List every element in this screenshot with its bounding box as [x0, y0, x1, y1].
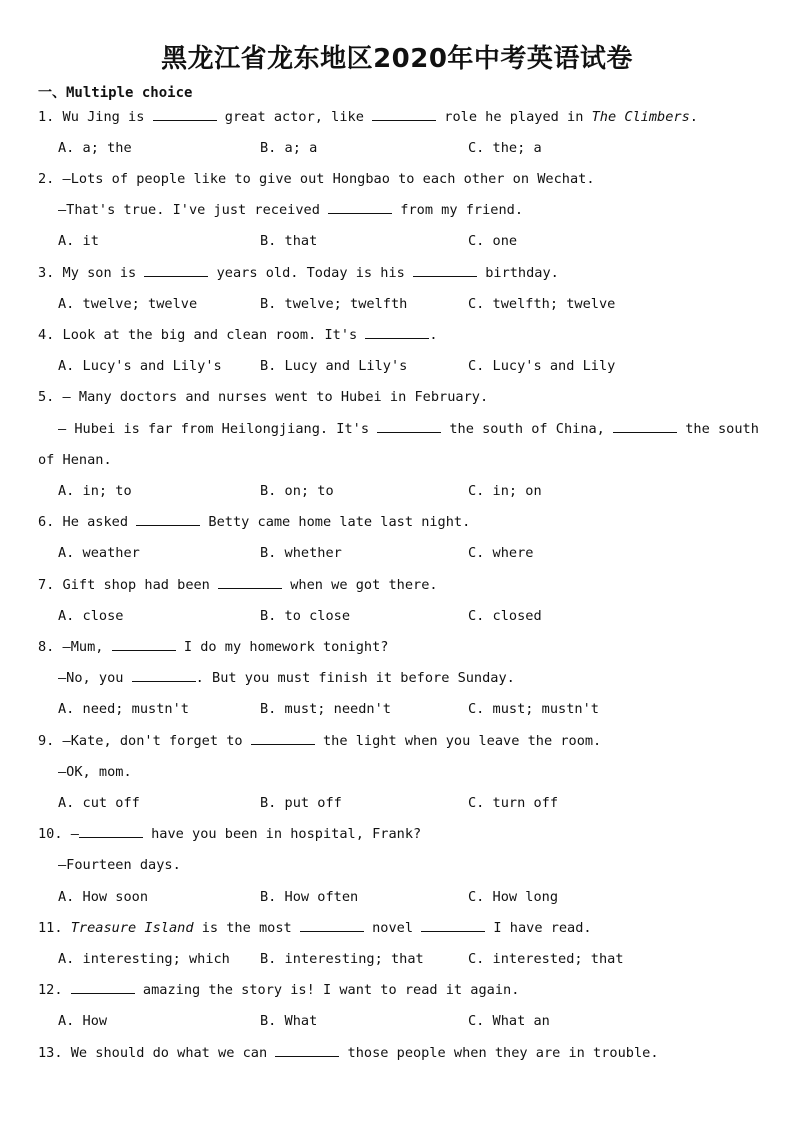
question-13: [38, 1043, 659, 1063]
movie-title: The Climbers: [591, 109, 690, 125]
question-text: is the most: [193, 920, 300, 936]
question-5-reply: [58, 419, 759, 439]
question-text: 7. Gift shop had been: [38, 577, 219, 593]
question-text: from my friend.: [392, 202, 524, 218]
option-b[interactable]: B. What: [260, 1013, 318, 1029]
question-4: [38, 325, 438, 345]
question-text: —That's true. I've just received: [58, 202, 329, 218]
question-9-reply: —OK, mom.: [58, 764, 132, 780]
question-text: those people when they are in trouble.: [339, 1045, 659, 1061]
book-title: Treasure Island: [70, 920, 194, 936]
option-c[interactable]: C. the; a: [468, 140, 542, 156]
question-8-reply: [58, 668, 515, 688]
option-a[interactable]: A. in; to: [58, 483, 132, 499]
answer-blank[interactable]: [328, 200, 392, 214]
option-b[interactable]: B. Lucy and Lily's: [260, 358, 408, 374]
option-b[interactable]: B. must; needn't: [260, 701, 391, 717]
option-b[interactable]: B. put off: [260, 795, 342, 811]
answer-blank[interactable]: [153, 107, 217, 121]
question-text: novel: [363, 920, 422, 936]
question-text: great actor, like: [216, 109, 373, 125]
question-text: I do my homework tonight?: [175, 639, 389, 655]
question-text: birthday.: [477, 265, 559, 281]
question-10-reply: —Fourteen days.: [58, 857, 181, 873]
option-b[interactable]: B. that: [260, 233, 318, 249]
question-12: [38, 980, 519, 1000]
question-9: [38, 731, 601, 751]
question-8: [38, 637, 388, 657]
question-text: role he played in: [436, 109, 592, 125]
option-b[interactable]: B. to close: [260, 608, 351, 624]
option-b[interactable]: B. on; to: [260, 483, 334, 499]
answer-blank[interactable]: [372, 107, 436, 121]
option-b[interactable]: B. twelve; twelfth: [260, 296, 408, 312]
question-5: 5. — Many doctors and nurses went to Hubei in February.: [38, 389, 489, 405]
option-a[interactable]: A. a; the: [58, 140, 132, 156]
question-text: .: [429, 327, 438, 343]
option-c[interactable]: C. one: [468, 233, 518, 249]
question-text: .: [689, 109, 698, 125]
answer-blank[interactable]: [218, 575, 282, 589]
answer-blank[interactable]: [613, 419, 677, 433]
option-a[interactable]: A. close: [58, 608, 124, 624]
answer-blank[interactable]: [275, 1043, 339, 1057]
question-11: [38, 918, 592, 938]
answer-blank[interactable]: [144, 263, 208, 277]
question-text: 11.: [38, 920, 71, 936]
question-text: the south: [677, 421, 759, 437]
page-title: 黑龙江省龙东地区2020年中考英语试卷: [161, 44, 633, 74]
answer-blank[interactable]: [421, 918, 485, 932]
question-text: amazing the story is! I want to read it again.: [134, 982, 520, 998]
question-text: the south of China,: [441, 421, 614, 437]
answer-blank[interactable]: [251, 731, 315, 745]
question-3: [38, 263, 559, 283]
option-b[interactable]: B. interesting; that: [260, 951, 424, 967]
question-text: 6. He asked: [38, 514, 137, 530]
answer-blank[interactable]: [413, 263, 477, 277]
option-a[interactable]: A. interesting; which: [58, 951, 230, 967]
option-c[interactable]: C. Lucy's and Lily: [468, 358, 616, 374]
answer-blank[interactable]: [79, 824, 143, 838]
answer-blank[interactable]: [71, 980, 135, 994]
option-c[interactable]: C. What an: [468, 1013, 550, 1029]
answer-blank[interactable]: [365, 325, 429, 339]
answer-blank[interactable]: [377, 419, 441, 433]
option-b[interactable]: B. whether: [260, 545, 342, 561]
option-c[interactable]: C. closed: [468, 608, 542, 624]
question-text: have you been in hospital, Frank?: [142, 826, 422, 842]
option-c[interactable]: C. turn off: [468, 795, 559, 811]
question-text: Betty came home late last night.: [200, 514, 471, 530]
answer-blank[interactable]: [300, 918, 364, 932]
question-6: [38, 512, 470, 532]
answer-blank[interactable]: [136, 512, 200, 526]
question-2: 2. —Lots of people like to give out Hongbao to each other on Wechat.: [38, 171, 595, 187]
option-c[interactable]: C. must; mustn't: [468, 701, 599, 717]
question-text: 10. —: [38, 826, 79, 842]
question-text: when we got there.: [282, 577, 438, 593]
option-a[interactable]: A. need; mustn't: [58, 701, 189, 717]
question-text: 9. —Kate, don't forget to: [38, 733, 251, 749]
option-c[interactable]: C. where: [468, 545, 534, 561]
question-text: . But you must finish it before Sunday.: [195, 670, 515, 686]
question-1: [38, 107, 698, 127]
option-a[interactable]: A. it: [58, 233, 99, 249]
answer-blank[interactable]: [112, 637, 176, 651]
option-c[interactable]: C. in; on: [468, 483, 542, 499]
question-2-reply: [58, 200, 523, 220]
question-text: I have read.: [485, 920, 592, 936]
option-c[interactable]: C. How long: [468, 889, 559, 905]
option-b[interactable]: B. How often: [260, 889, 359, 905]
option-a[interactable]: A. How soon: [58, 889, 149, 905]
section-heading: 一、Multiple choice: [38, 85, 193, 101]
option-a[interactable]: A. cut off: [58, 795, 140, 811]
question-text: 12.: [38, 982, 71, 998]
option-a[interactable]: A. How: [58, 1013, 108, 1029]
question-10: [38, 824, 421, 844]
option-c[interactable]: C. interested; that: [468, 951, 624, 967]
question-5-continued: of Henan.: [38, 452, 112, 468]
answer-blank[interactable]: [132, 668, 196, 682]
question-text: —No, you: [58, 670, 132, 686]
option-a[interactable]: A. weather: [58, 545, 140, 561]
option-c[interactable]: C. twelfth; twelve: [468, 296, 616, 312]
question-text: 13. We should do what we can: [38, 1045, 276, 1061]
option-a[interactable]: A. twelve; twelve: [58, 296, 198, 312]
question-text: years old. Today is his: [208, 265, 414, 281]
question-text: 1. Wu Jing is: [38, 109, 153, 125]
question-7: [38, 575, 438, 595]
option-a[interactable]: A. Lucy's and Lily's: [58, 358, 222, 374]
question-text: 4. Look at the big and clean room. It's: [38, 327, 366, 343]
question-text: the light when you leave the room.: [314, 733, 602, 749]
question-text: 3. My son is: [38, 265, 145, 281]
option-b[interactable]: B. a; a: [260, 140, 318, 156]
question-text: 8. —Mum,: [38, 639, 112, 655]
question-text: — Hubei is far from Heilongjiang. It's: [58, 421, 378, 437]
